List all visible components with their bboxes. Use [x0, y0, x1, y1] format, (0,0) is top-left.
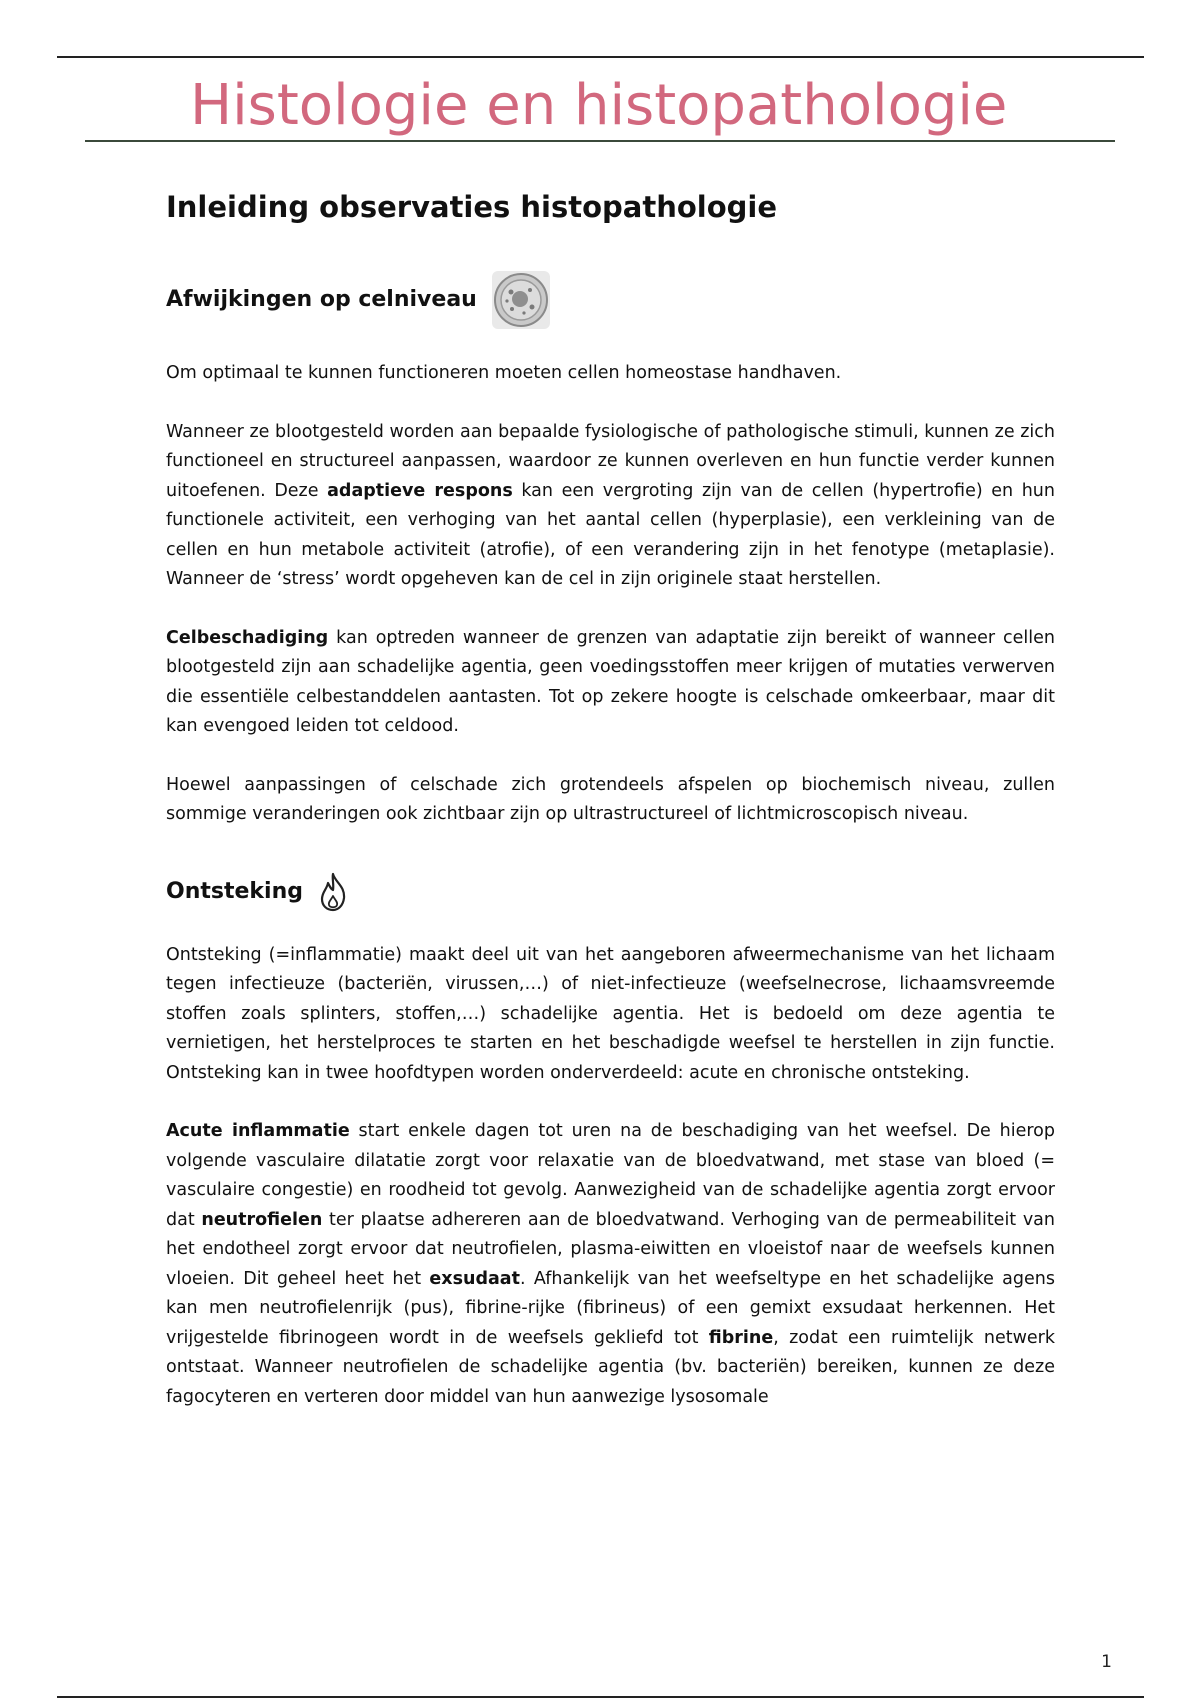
paragraph-adaptatie — [166, 418, 1055, 595]
bold-term: Celbeschadiging — [166, 627, 329, 648]
page-number: 1 — [1101, 1652, 1112, 1672]
paragraph-celbeschadiging — [166, 624, 1055, 742]
top-rule — [57, 56, 1144, 58]
bold-term: fibrine — [708, 1327, 774, 1348]
section-heading-label: Ontsteking — [166, 878, 303, 904]
paragraph-ontsteking-intro: Ontsteking (=inflammatie) maakt deel uit van het aangeboren afweermechanisme van het lichaam tegen infectieuze (bacteriën, virussen,…) of niet-infectieuze (weefselnecrose, lichaamsvreemde stoffen zoals splinters, stoffen,…) schadelijke agentia. Het is bedoeld om deze agentia te vernietigen, het herstelproces te starten en het beschadigde weefsel te herstellen in zijn functie. Ontsteking kan in twee hoofdtypen worden onderverdeeld: acute en chronische ontsteking. — [166, 944, 1055, 1083]
bold-term: exsudaat — [429, 1268, 520, 1289]
cell-icon — [491, 270, 551, 330]
bold-term: Acute inflammatie — [166, 1121, 350, 1141]
paragraph-celschade-niveau: Hoewel aanpassingen of celschade zich grotendeels afspelen op biochemisch niveau, zullen sommige veranderingen ook zichtbaar zijn op ultrastructureel of lichtmicroscopisch niveau. — [166, 774, 1055, 824]
paragraph-homeostase: Om optimaal te kunnen functioneren moeten cellen homeostase handhaven. — [166, 363, 842, 383]
page-content — [166, 186, 1055, 1412]
chapter-title: Inleiding observaties histopathologie — [166, 190, 778, 224]
document-title: Histologie en histopathologie — [190, 73, 1008, 138]
section-heading-celniveau — [166, 270, 1055, 330]
paragraph-acute-inflammatie — [166, 1117, 1055, 1412]
text-run: Wanneer ze blootgesteld worden aan bepaalde fysiologische of pathologische stimuli, kunnen ze zich functioneel en structureel aanpassen, waardoor ze kunnen overleven en hun functie verder kunnen uitoefenen. Deze — [166, 421, 1055, 501]
bold-term: adaptieve respons — [327, 480, 513, 501]
section-heading-label: Afwijkingen op celniveau — [166, 287, 477, 312]
title-underline — [85, 140, 1115, 142]
flame-icon — [317, 872, 349, 912]
bold-term: neutrofielen — [201, 1209, 323, 1230]
text-run: kan een vergroting zijn van de cellen (hypertrofie) en hun functionele activiteit, een verhoging van het aantal cellen (hyperplasie), een verkleining van de cellen en hun metabole activiteit (atrofie), of een verandering zijn in het fenotype (metaplasie). Wanneer de ‘stress’ wordt opgeheven kan de cel in zijn originele staat herstellen. — [166, 480, 1055, 589]
text-run: , zodat een ruimtelijk netwerk ontstaat. Wanneer neutrofielen de schadelijke agentia (bv. bacteriën) bereiken, kunnen ze deze fagocyteren en verteren door middel van hun aanwezige lysosomale — [166, 1327, 1055, 1407]
bottom-rule — [57, 1696, 1144, 1698]
text-run: . Afhankelijk van het weefseltype en het schadelijke agens kan men neutrofielenrijk (pus), fibrine-rijke (fibrineus) of een gemixt exsudaat herkennen. Het vrijgestelde fibrinogeen wordt in de weefsels gekliefd tot — [166, 1268, 1055, 1348]
text-run: start enkele dagen tot uren na de beschadiging van het weefsel. De hierop volgende vasculaire dilatatie zorgt voor relaxatie van de bloedvatwand, met stase van bloed (= vasculaire congestie) en roodheid tot gevolg. Aanwezigheid van de schadelijke agentia zorgt ervoor dat — [166, 1121, 1055, 1230]
text-run: ter plaatse adhereren aan de bloedvatwand. Verhoging van de permeabiliteit van het endotheel zorgt ervoor dat neutrofielen, plasma-eiwitten en vloeistof naar de weefsels kunnen vloeien. Dit geheel heet het — [166, 1209, 1055, 1289]
text-run: kan optreden wanneer de grenzen van adaptatie zijn bereikt of wanneer cellen blootgesteld zijn aan schadelijke agentia, geen voedingsstoffen meer krijgen of mutaties verwerven die essentiële celbestanddelen aantasten. Tot op zekere hoogte is celschade omkeerbaar, maar dit kan evengoed leiden tot celdood. — [166, 627, 1055, 736]
section-heading-ontsteking — [166, 872, 1055, 912]
